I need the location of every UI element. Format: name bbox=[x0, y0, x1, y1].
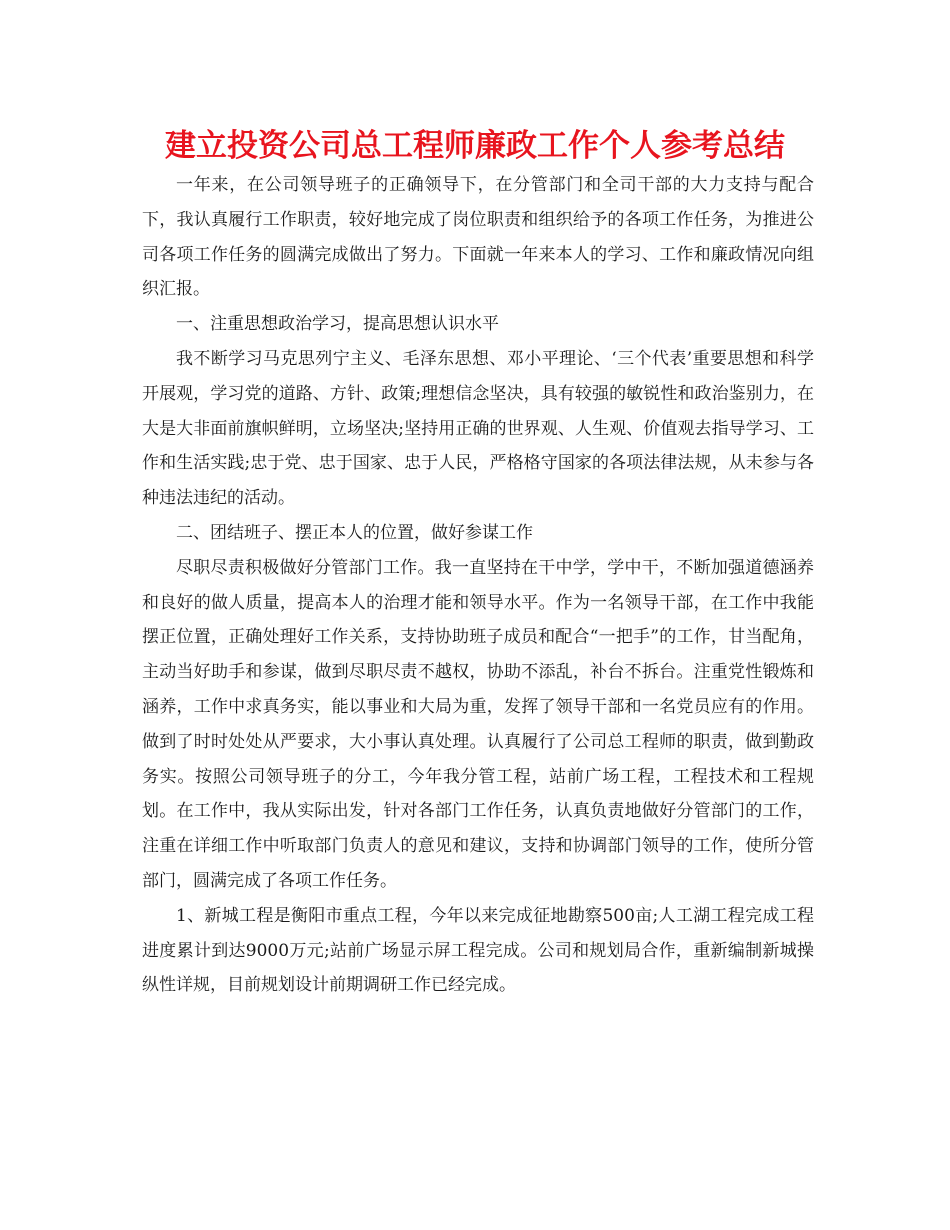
paragraph-item-1: 1、新城工程是衡阳市重点工程，今年以来完成征地勘察500亩;人工湖工程完成工程进度累计到达9000万元;站前广场显示屏工程完成。公司和规划局合作，重新编制新城操纵性详规，目前规划设计前期调研工作已经完成。 bbox=[142, 905, 814, 996]
document-title: 建立投资公司总工程师廉政工作个人参考总结 bbox=[165, 128, 785, 164]
section-heading-2: 二、团结班子、摆正本人的位置，做好参谋工作 bbox=[176, 522, 533, 543]
section-heading-1: 一、注重思想政治学习，提高思想认识水平 bbox=[176, 314, 499, 335]
paragraph-intro: 一年来，在公司领导班子的正确领导下，在分管部门和全司干部的大力支持与配合下，我认真履行工作职责，较好地完成了岗位职责和组织给予的各项工作任务，为推进公司各项工作任务的圆满完成做出了努力。下面就一年来本人的学习、工作和廉政情况向组织汇报。 bbox=[142, 175, 814, 300]
paragraph-section-2: 尽职尽责积极做好分管部门工作。我一直坚持在干中学，学中干，不断加强道德涵养和良好的做人质量，提高本人的治理才能和领导水平。作为一名领导干部，在工作中我能摆正位置，正确处理好工作关系，支持协助班子成员和配合“一把手”的工作，甘当配角，主动当好助手和参谋，做到尽职尽责不越权，协助不添乱，补台不拆台。注重党性锻炼和涵养，工作中求真务实，能以事业和大局为重，发挥了领导干部和一名党员应有的作用。做到了时时处处从严要求，大小事认真处理。认真履行了公司总工程师的职责，做到勤政务实。按照公司领导班子的分工，今年我分管工程，站前广场工程，工程技术和工程规划。在工作中，我从实际出发，针对各部门工作任务，认真负责地做好分管部门的工作，注重在详细工作中听取部门负责人的意见和建议，支持和协调部门领导的工作，使所分管部门，圆满完成了各项工作任务。 bbox=[142, 557, 814, 891]
paragraph-section-1: 我不断学习马克思列宁主义、毛泽东思想、邓小平理论、‘三个代表’重要思想和科学开展观，学习党的道路、方针、政策;理想信念坚决，具有较强的敏锐性和政治鉴别力，在大是大非面前旗帜鲜明，立场坚决;坚持用正确的世界观、人生观、价值观去指导学习、工作和生活实践;忠于党、忠于国家、忠于人民，严格格守国家的各项法律法规，从未参与各种违法违纪的活动。 bbox=[142, 348, 814, 509]
document-body bbox=[142, 168, 814, 1003]
